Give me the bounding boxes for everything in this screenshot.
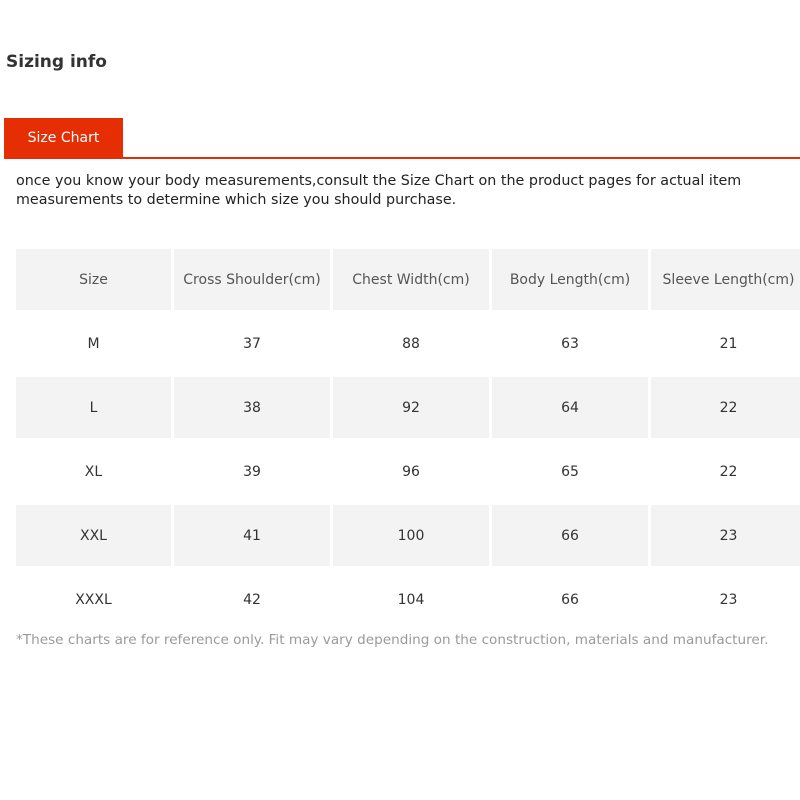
table-row [16, 441, 800, 502]
cell-chest-width: 96 [402, 463, 420, 480]
table-row [16, 377, 800, 438]
cell-sleeve-length: 23 [719, 591, 738, 608]
column-header-body-length: Body Length(cm) [492, 249, 648, 310]
cell-sleeve-length: 23 [651, 505, 800, 566]
cell-chest-width: 92 [333, 377, 489, 438]
table-row [16, 505, 800, 566]
cell-size: XL [84, 463, 103, 480]
size-chart-table [13, 246, 800, 633]
intro-line-1: once you know your body measurements,consult the Size Chart on the product pages for actual item [16, 173, 742, 189]
cell-sleeve-length: 22 [651, 377, 800, 438]
table-row [16, 313, 800, 374]
cell-chest-width: 88 [402, 335, 420, 352]
tab-underline [4, 157, 800, 159]
cell-body-length: 66 [492, 505, 648, 566]
page-title: Sizing info [6, 52, 107, 72]
cell-cross-shoulder: 38 [174, 377, 330, 438]
cell-body-length: 64 [492, 377, 648, 438]
cell-size: L [16, 377, 171, 438]
column-header-sleeve-length: Sleeve Length(cm) [651, 249, 800, 310]
cell-size: XXL [16, 505, 171, 566]
cell-size: XXXL [75, 591, 112, 608]
cell-cross-shoulder: 39 [243, 463, 261, 480]
column-header-cross-shoulder: Cross Shoulder(cm) [174, 249, 330, 310]
cell-sleeve-length: 21 [719, 335, 738, 352]
cell-body-length: 66 [561, 591, 579, 608]
cell-chest-width: 100 [333, 505, 489, 566]
cell-chest-width: 104 [397, 591, 425, 608]
cell-cross-shoulder: 41 [174, 505, 330, 566]
cell-cross-shoulder: 37 [243, 335, 261, 352]
intro-line-2: measurements to determine which size you should purchase. [16, 192, 457, 208]
cell-cross-shoulder: 42 [243, 591, 261, 608]
column-header-size: Size [16, 249, 171, 310]
column-header-chest-width: Chest Width(cm) [333, 249, 489, 310]
disclaimer-note: *These charts are for reference only. Fit may vary depending on the construction, materials and manufacturer. [16, 632, 769, 648]
cell-size: M [87, 335, 100, 352]
intro-text [16, 172, 796, 210]
cell-body-length: 65 [561, 463, 579, 480]
tab-size-chart[interactable]: Size Chart [4, 118, 123, 158]
table-row [16, 569, 800, 630]
cell-body-length: 63 [561, 335, 579, 352]
cell-sleeve-length: 22 [719, 463, 738, 480]
table-header-row [16, 249, 800, 310]
